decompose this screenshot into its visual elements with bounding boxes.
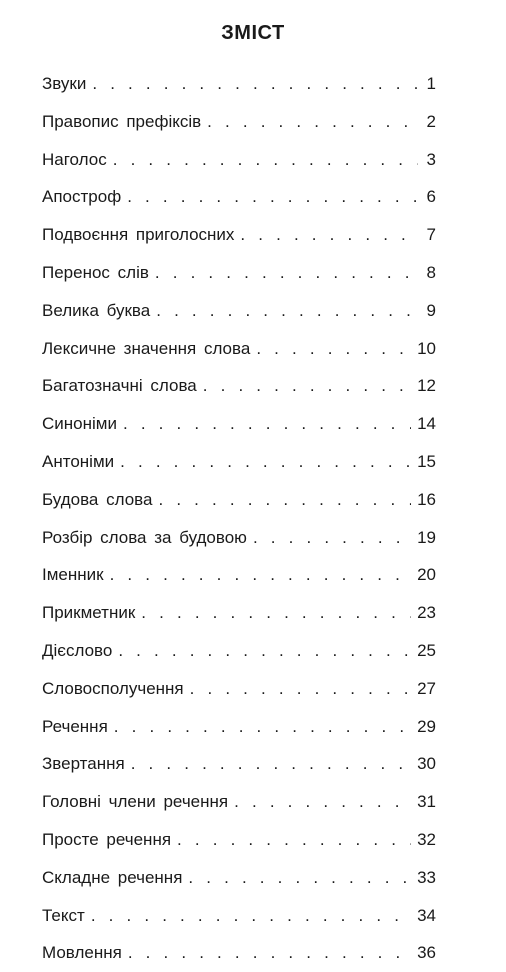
toc-entry (42, 934, 436, 972)
dot-leader (253, 519, 411, 557)
toc-entry-page-number: 25 (417, 640, 436, 660)
toc-entry-page-number: 12 (417, 376, 436, 396)
toc-entry (42, 708, 436, 746)
toc-entry-title: Будова слова (42, 489, 153, 509)
dot-leader (188, 859, 411, 897)
toc-entry-page-number: 31 (417, 792, 436, 812)
dot-leader (91, 897, 411, 935)
dot-leader (110, 556, 412, 594)
toc-entry-title: Розбір слова за будовою (42, 527, 247, 547)
toc-entry-title: Текст (42, 905, 85, 925)
toc-entry (42, 519, 436, 557)
toc-entry (42, 178, 436, 216)
dot-leader (155, 254, 418, 292)
toc-entry-page-number: 1 (426, 74, 436, 93)
dot-leader (128, 934, 411, 972)
toc-entry-title: Звуки (42, 74, 87, 93)
toc-entry-title: Наголос (42, 149, 107, 169)
dot-leader (123, 405, 411, 443)
dot-leader (131, 745, 411, 783)
toc-entry-title: Іменник (42, 565, 104, 585)
toc-entry (42, 481, 436, 519)
toc-entry-title: Апостроф (42, 187, 122, 207)
toc-entry-title: Головні члени речення (42, 792, 229, 812)
table-of-contents (42, 65, 436, 972)
toc-entry-page-number: 10 (417, 338, 436, 358)
toc-entry (42, 821, 436, 859)
dot-leader (240, 216, 418, 254)
toc-entry-page-number: 19 (417, 527, 436, 547)
toc-entry-page-number: 29 (417, 716, 436, 736)
toc-entry (42, 254, 436, 292)
toc-entry-title: Мовлення (42, 943, 122, 963)
toc-entry (42, 670, 436, 708)
dot-leader (120, 443, 411, 481)
dot-leader (113, 141, 418, 179)
toc-entry-page-number: 27 (417, 678, 436, 698)
toc-entry-page-number: 3 (426, 149, 436, 169)
toc-entry-title: Звертання (42, 754, 125, 774)
toc-entry-title: Правопис префіксів (42, 111, 202, 131)
toc-entry-title: Лексичне значення слова (42, 338, 251, 358)
toc-entry (42, 103, 436, 141)
dot-leader (118, 632, 411, 670)
dot-leader (114, 708, 411, 746)
dot-leader (127, 178, 418, 216)
dot-leader (234, 783, 411, 821)
toc-entry (42, 783, 436, 821)
toc-entry (42, 330, 436, 368)
toc-entry (42, 594, 436, 632)
dot-leader (141, 594, 411, 632)
dot-leader (207, 103, 418, 141)
dot-leader (203, 367, 411, 405)
toc-entry-title: Багатозначні слова (42, 376, 197, 396)
toc-entry-page-number: 20 (417, 565, 436, 585)
toc-entry (42, 745, 436, 783)
toc-entry-title: Просте речення (42, 829, 172, 849)
dot-leader (177, 821, 411, 859)
page-title: ЗМІСТ (221, 22, 285, 44)
toc-entry-title: Антоніми (42, 451, 115, 471)
toc-entry (42, 216, 436, 254)
toc-entry (42, 141, 436, 179)
toc-entry-page-number: 30 (417, 754, 436, 774)
dot-leader (190, 670, 411, 708)
toc-entry (42, 405, 436, 443)
dot-leader (158, 481, 411, 519)
toc-entry-page-number: 8 (426, 262, 436, 282)
toc-entry (42, 65, 436, 103)
toc-entry-page-number: 33 (417, 867, 436, 887)
toc-entry (42, 443, 436, 481)
toc-entry-page-number: 16 (417, 489, 436, 509)
toc-entry-page-number: 34 (417, 905, 436, 925)
toc-entry-page-number: 14 (417, 414, 436, 434)
toc-entry-page-number: 7 (426, 225, 436, 245)
toc-entry (42, 367, 436, 405)
toc-entry-page-number: 2 (426, 111, 436, 131)
toc-entry (42, 897, 436, 935)
toc-entry-page-number: 32 (417, 829, 436, 849)
toc-entry-page-number: 6 (426, 187, 436, 207)
dot-leader (156, 292, 418, 330)
toc-entry-page-number: 23 (417, 603, 436, 623)
dot-leader (256, 330, 411, 368)
toc-entry-page-number: 15 (417, 451, 436, 471)
toc-entry-title: Словосполучення (42, 678, 184, 698)
toc-entry (42, 859, 436, 897)
toc-entry-title: Велика буква (42, 300, 151, 320)
toc-entry-page-number: 36 (417, 943, 436, 963)
toc-entry (42, 292, 436, 330)
toc-entry-page-number: 9 (426, 300, 436, 320)
toc-entry-title: Речення (42, 716, 108, 736)
toc-entry-title: Дієслово (42, 640, 113, 660)
toc-entry-title: Подвоєння приголосних (42, 225, 235, 245)
toc-entry-title: Складне речення (42, 867, 183, 887)
dot-leader (92, 65, 418, 103)
toc-entry (42, 556, 436, 594)
toc-entry-title: Перенос слів (42, 262, 149, 282)
toc-entry-title: Прикметник (42, 603, 136, 623)
toc-entry (42, 632, 436, 670)
toc-entry-title: Синоніми (42, 414, 117, 434)
